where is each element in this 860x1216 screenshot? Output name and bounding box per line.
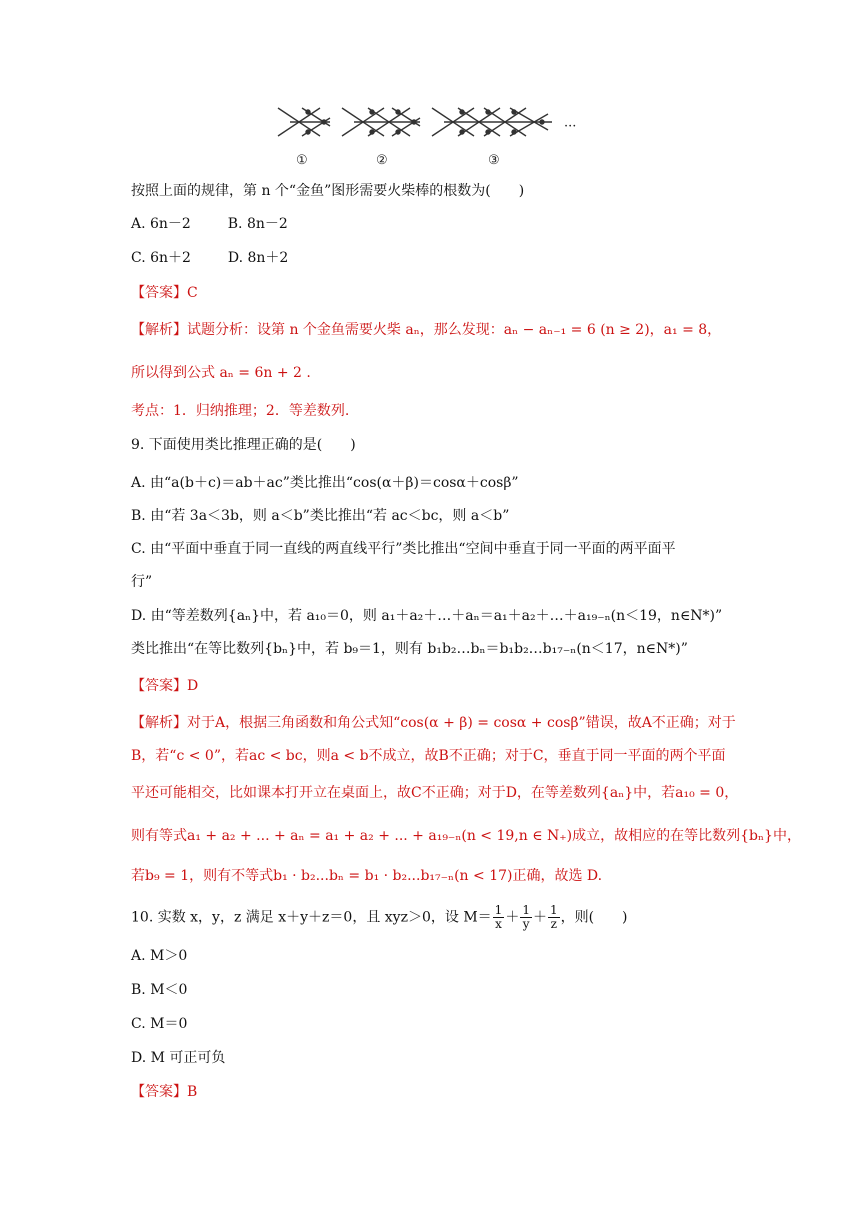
pattern-2 bbox=[342, 108, 420, 136]
q9-option-c-line1: C. 由“平面中垂直于同一直线的两直线平行”类比推出“空间中垂直于同一平面的两平面平 bbox=[131, 541, 676, 557]
q10-option-a: A. M＞0 bbox=[131, 948, 188, 964]
q9-analysis-line2: B，若“c < 0”，若ac < bc，则a < b不成立，故B不正确；对于C，垂直于同一平面的两个平面 bbox=[131, 748, 726, 764]
q9-option-d-line2: 类比推出“在等比数列{bₙ}中，若 b₉＝1，则有 b₁b₂…bₙ＝b₁b₂…b₁₇₋ₙ(n＜17，n∈N*)” bbox=[131, 641, 688, 657]
q10-option-c: C. M＝0 bbox=[131, 1016, 188, 1032]
q9-stem: 9. 下面使用类比推理正确的是( ) bbox=[131, 437, 356, 453]
frac3-denominator: z bbox=[550, 917, 557, 931]
goldfish-figure bbox=[272, 100, 592, 172]
q9-option-c-line2: 行” bbox=[131, 574, 153, 590]
pattern-3 bbox=[432, 108, 552, 136]
frac1-denominator: x bbox=[495, 917, 502, 931]
q9-option-b: B. 由“若 3a＜3b，则 a＜b”类比推出“若 ac＜bc，则 a＜b” bbox=[131, 508, 510, 524]
q8-analysis-line1: 【解析】试题分析：设第 n 个金鱼需要火柴 aₙ，那么发现：aₙ − aₙ₋₁ = 6 (n ≥ 2)，a₁ = 8， bbox=[131, 322, 722, 338]
q8-answer: 【答案】C bbox=[131, 285, 198, 301]
q10-stem-post: ，则( ) bbox=[560, 909, 628, 926]
q9-answer: 【答案】D bbox=[131, 678, 199, 694]
q9-option-a: A. 由“a(b＋c)＝ab＋ac”类比推出“cos(α＋β)＝cosα＋cosβ” bbox=[131, 475, 519, 491]
q10-stem bbox=[131, 904, 628, 931]
pattern-1 bbox=[278, 108, 330, 136]
frac1-numerator: 1 bbox=[494, 903, 503, 917]
q10-stem-pre: 10. 实数 x，y，z 满足 x＋y＋z＝0，且 xyz＞0，设 M＝ bbox=[131, 909, 492, 926]
plus-sign-1: ＋ bbox=[505, 909, 520, 926]
frac2-denominator: y bbox=[522, 917, 530, 931]
q8-options-row2 bbox=[131, 248, 288, 268]
q9-option-d-line1: D. 由“等差数列{aₙ}中，若 a₁₀＝0，则 a₁＋a₂＋…＋aₙ＝a₁＋a₂＋…＋a₁₉₋ₙ(n＜19，n∈N*)” bbox=[131, 608, 723, 624]
frac-1-over-x bbox=[493, 904, 505, 931]
q8-kaodian: 考点：1．归纳推理；2．等差数列. bbox=[131, 403, 350, 419]
frac2-numerator: 1 bbox=[522, 903, 530, 917]
q9-analysis-line4: 则有等式a₁ + a₂ + ... + aₙ = a₁ + a₂ + ... + a₁₉₋ₙ(n < 19,n ∈ N₊)成立，故相应的在等比数列{bₙ}中， bbox=[131, 828, 801, 844]
q8-option-c: C. 6n＋2 bbox=[131, 250, 191, 266]
frac-1-over-z bbox=[548, 904, 560, 931]
q9-analysis-line5: 若b₉ = 1，则有不等式b₁ · b₂...bₙ = b₁ · b₂...b₁₇₋ₙ(n < 17)正确，故选 D. bbox=[131, 868, 603, 884]
figure-label-3: ③ bbox=[488, 153, 500, 168]
q8-options-row1 bbox=[131, 214, 288, 234]
goldfish-pattern-svg bbox=[272, 100, 592, 172]
q8-analysis-line2: 所以得到公式 aₙ = 6n + 2 . bbox=[131, 365, 311, 381]
q8-stem: 按照上面的规律，第 n 个“金鱼”图形需要火柴棒的根数为( ) bbox=[131, 183, 525, 199]
q10-answer: 【答案】B bbox=[131, 1084, 198, 1100]
figure-label-2: ② bbox=[376, 153, 388, 168]
figure-label-1: ① bbox=[296, 153, 308, 168]
figure-ellipsis: ··· bbox=[564, 119, 577, 134]
q8-option-d: D. 8n＋2 bbox=[227, 250, 289, 266]
q10-option-d: D. M 可正可负 bbox=[131, 1050, 226, 1066]
q8-option-a: A. 6n－2 bbox=[131, 216, 191, 232]
frac-1-over-y bbox=[520, 904, 532, 931]
frac3-numerator: 1 bbox=[549, 903, 558, 917]
q9-analysis-line1: 【解析】对于A，根据三角函数和角公式知“cos(α + β) = cosα + cosβ”错误，故A不正确；对于 bbox=[131, 715, 736, 731]
q9-analysis-line3: 平还可能相交，比如课本打开立在桌面上，故C不正确；对于D，在等差数列{aₙ}中，若a₁₀ = 0， bbox=[131, 785, 739, 801]
q8-option-b: B. 8n－2 bbox=[227, 216, 288, 232]
plus-sign-2: ＋ bbox=[532, 909, 547, 926]
q10-option-b: B. M＜0 bbox=[131, 982, 188, 998]
